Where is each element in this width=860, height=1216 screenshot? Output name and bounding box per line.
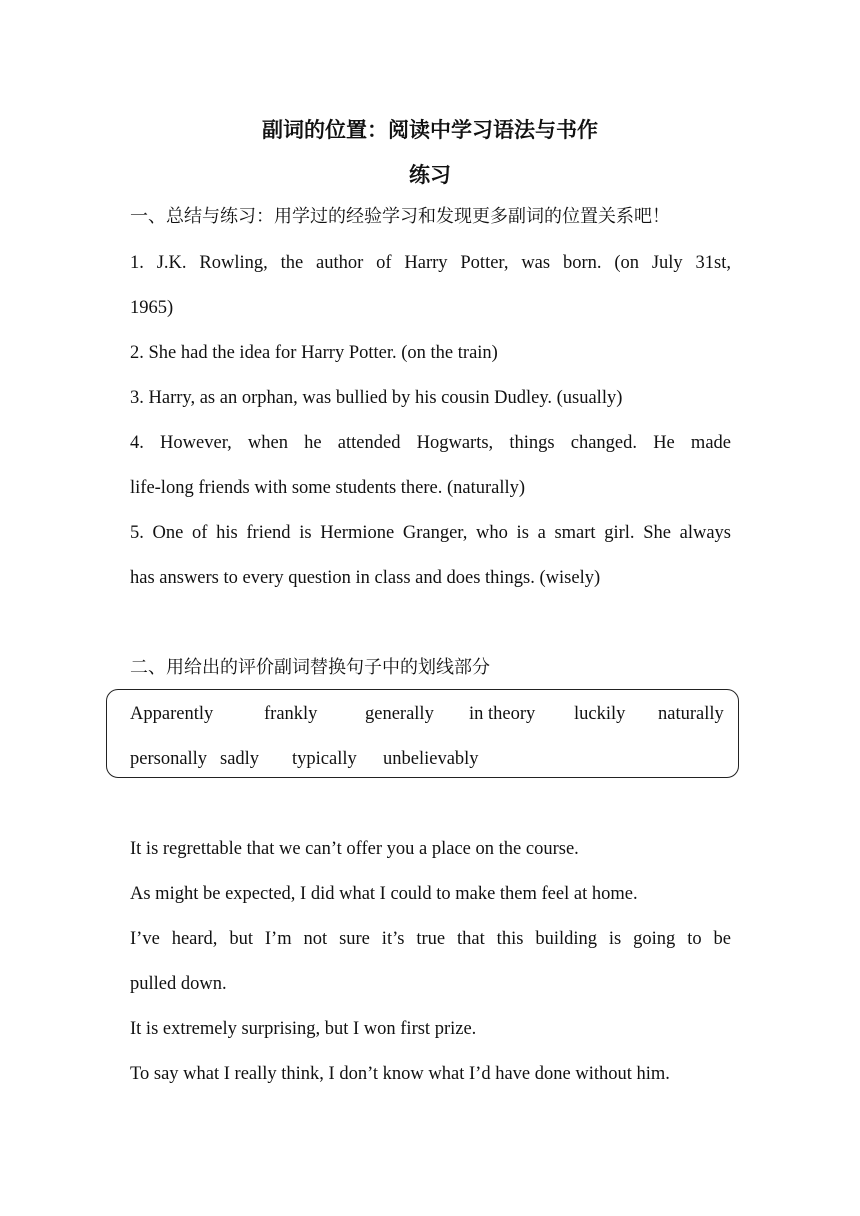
word-bank-item: frankly [264, 704, 318, 724]
page-title: 副词的位置：阅读中学习语法与书作 [262, 118, 598, 142]
word-bank-item: personally [130, 749, 208, 769]
exercise-item-5-line2: has answers to every question in class and does things. (wisely) [130, 568, 601, 588]
section2-heading: 二、用给出的评价副词替换句子中的划线部分 [130, 657, 490, 678]
word-bank-item: sadly [220, 749, 260, 769]
word-bank-item: naturally [658, 704, 724, 724]
word-bank-item: luckily [574, 704, 626, 724]
exercise-item-5-line1: 5. One of his friend is Hermione Granger, who is a smart girl. She always [130, 523, 731, 543]
word-bank-item: Apparently [130, 704, 214, 724]
word-bank-item: in theory [469, 704, 536, 724]
exercise-item-1-line2: 1965) [130, 298, 174, 318]
exercise-item-1-line1: 1. J.K. Rowling, the author of Harry Potter, was born. (on July 31st, [130, 253, 731, 273]
section1-heading: 一、总结与练习：用学过的经验学习和发现更多副词的位置关系吧！ [130, 206, 670, 227]
exercise-item-3: 3. Harry, as an orphan, was bullied by his cousin Dudley. (usually) [130, 388, 623, 408]
replace-sentence-5: To say what I really think, I don’t know what I’d have done without him. [130, 1064, 670, 1084]
word-bank-item: generally [365, 704, 434, 724]
exercise-item-4-line1: 4. However, when he attended Hogwarts, things changed. He made [130, 433, 731, 453]
replace-sentence-4: It is extremely surprising, but I won first prize. [130, 1019, 477, 1039]
word-bank-item: typically [292, 749, 357, 769]
replace-sentence-3-line1: I’ve heard, but I’m not sure it’s true that this building is going to be [130, 929, 731, 949]
replace-sentence-2: As might be expected, I did what I could to make them feel at home. [130, 884, 638, 904]
exercise-item-4-line2: life-long friends with some students there. (naturally) [130, 478, 526, 498]
replace-sentence-1: It is regrettable that we can’t offer you a place on the course. [130, 839, 579, 859]
word-bank-item: unbelievably [383, 749, 479, 769]
page-subtitle: 练习 [409, 163, 451, 187]
replace-sentence-3-line2: pulled down. [130, 974, 227, 994]
exercise-item-2: 2. She had the idea for Harry Potter. (on the train) [130, 343, 498, 363]
